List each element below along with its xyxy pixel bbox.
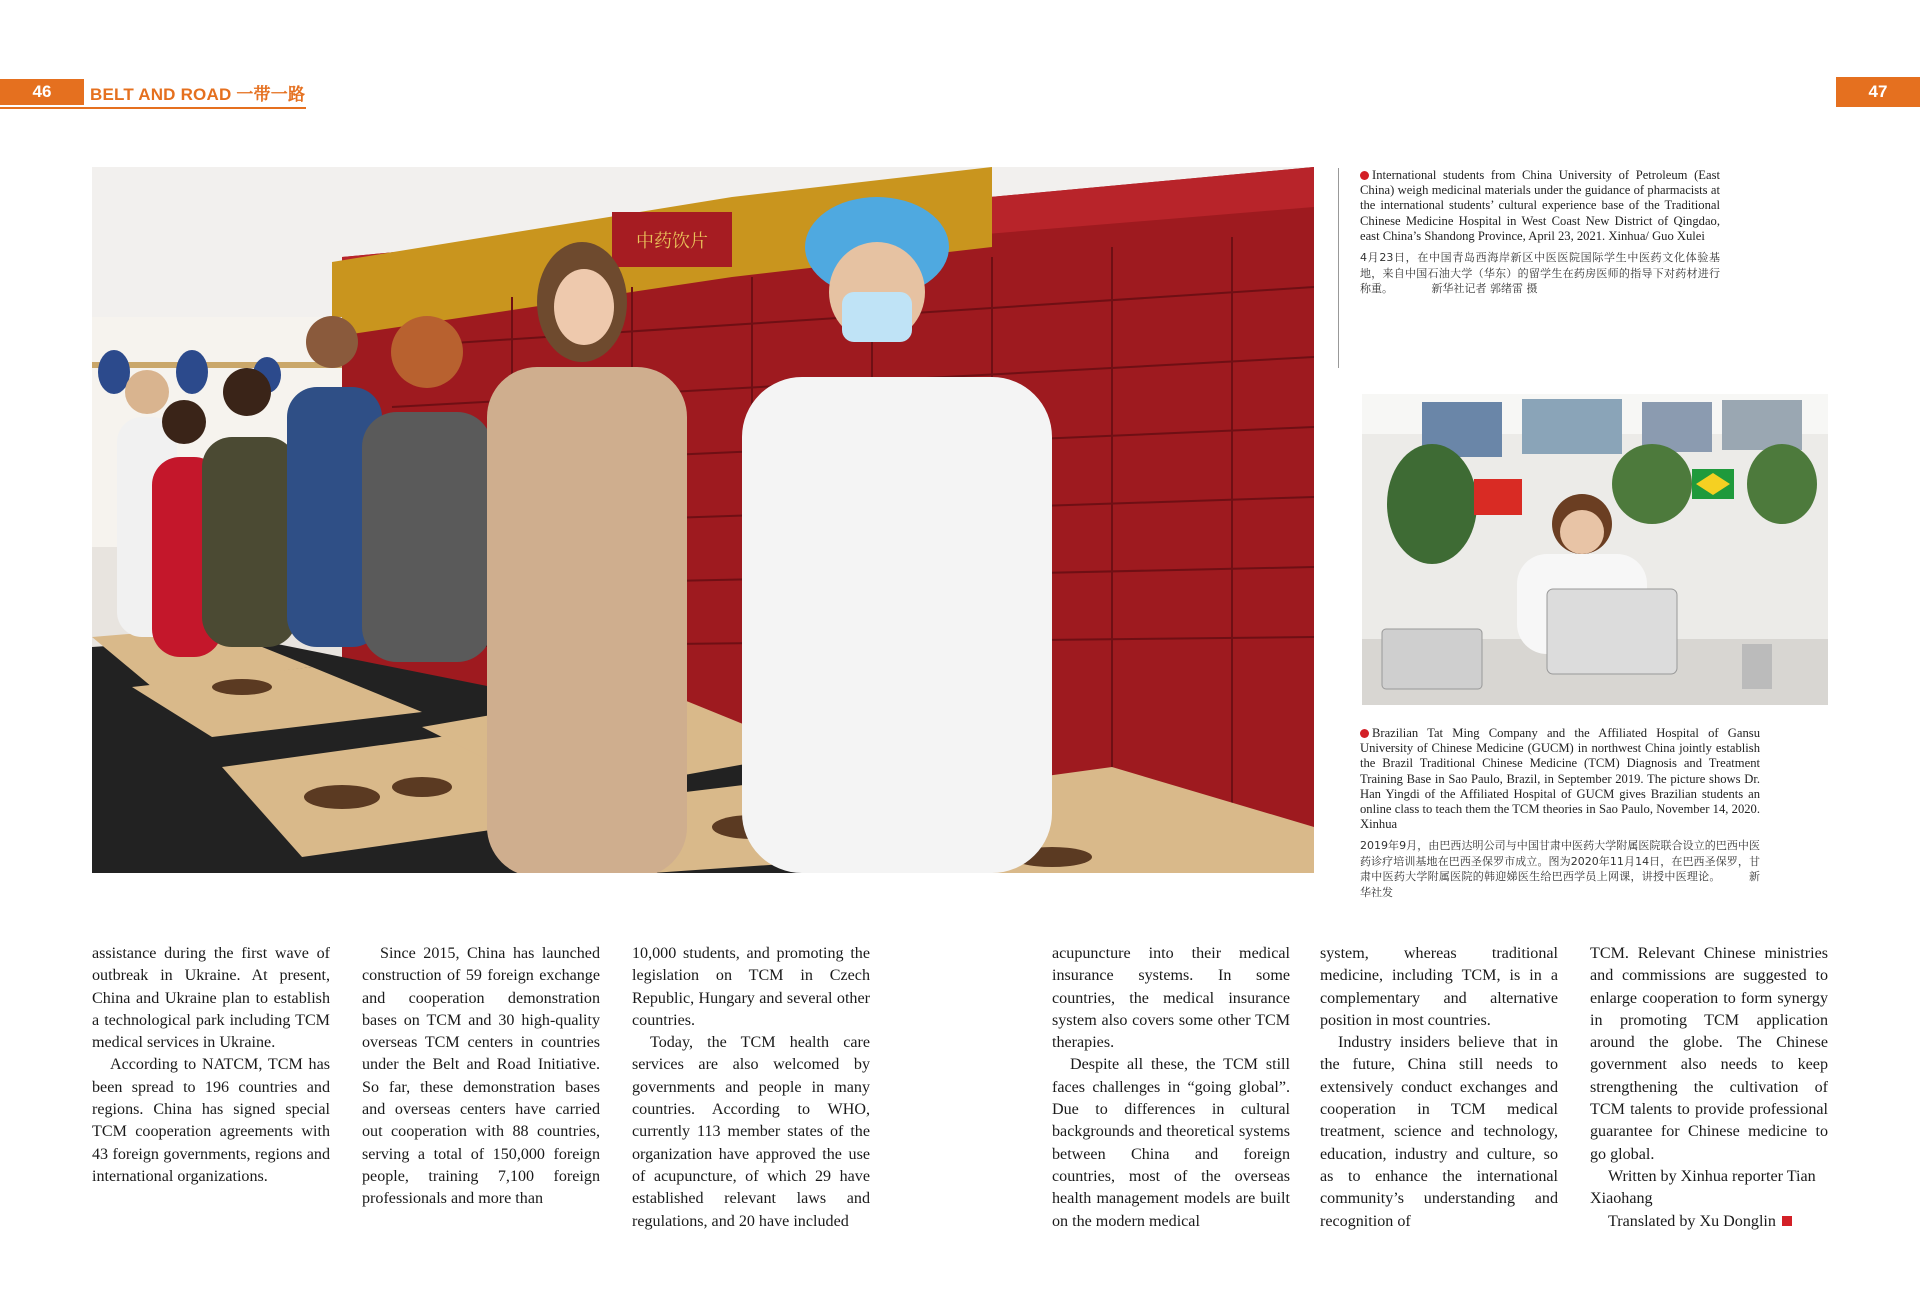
byline-translator <box>1590 1211 1828 1233</box>
right-page-number: 47 <box>1836 77 1920 107</box>
caption-bottom-zh: 2019年9月，由巴西达明公司与中国甘肃中医药大学附属医院联合设立的巴西中医药诊疗培训基地在巴西圣保罗市成立。图为2020年11月14日，在巴西圣保罗，甘肃中医药大学附属医院的韩迎娣医生给巴西学员上网课，讲授中医理论。 新华社发 <box>1360 839 1760 899</box>
caption-top-en: International students from China University of Petroleum (East China) weigh medicinal materials under the guidance of pharmacists at the international students’ cultural experience base of the Traditional Chinese Medicine Hospital in West Coast New District of Qingdao, east China’s Shandong Province, April 23, 2021. Xinhua/ Guo Xulei <box>1360 168 1720 243</box>
side-photo-online-class <box>1362 394 1828 705</box>
left-page-number: 46 <box>0 79 84 105</box>
article-column-1 <box>92 943 330 1188</box>
paragraph: 10,000 students, and promoting the legislation on TCM in Czech Republic, Hungary and several other countries. <box>632 945 870 1029</box>
caption-top-zh: 4月23日，在中国青岛西海岸新区中医医院国际学生中医药文化体验基地，来自中国石油大学（华东）的留学生在药房医师的指导下对药材进行称重。 新华社记者 郭绪雷 摄 <box>1360 251 1720 296</box>
end-mark-icon <box>1782 1216 1792 1226</box>
article-column-2 <box>362 943 600 1211</box>
article-column-4 <box>1052 943 1290 1233</box>
caption-bottom <box>1360 726 1760 900</box>
paragraph: According to NATCM, TCM has been spread to 196 countries and regions. China has signed special TCM cooperation agreements with 43 foreign governments, regions and international organizations. <box>92 1056 330 1185</box>
paragraph: acupuncture into their medical insurance systems. In some countries, the medical insurance system also covers some other TCM therapies. <box>1052 945 1290 1052</box>
sign-text: 中药饮片 <box>636 231 708 252</box>
left-page-header <box>0 77 306 109</box>
paragraph: Today, the TCM health care services are also welcomed by governments and people in many countries. According to WHO, currently 113 member states of the organization have approved the use of acupuncture, of which 29 have established relevant laws and regulations, and 20 have included <box>632 1034 870 1230</box>
section-title: BELT AND ROAD 一带一路 <box>90 84 306 104</box>
paragraph: Since 2015, China has launched construction of 59 foreign exchange and cooperation demonstration bases on TCM and 30 high-quality overseas TCM centers in countries under the Belt and Road Initiative. So far, these demonstration bases and overseas centers have carried out cooperation with 88 countries, serving a total of 150,000 foreign people, training 7,100 foreign professionals and more than <box>362 945 600 1208</box>
article-column-3 <box>632 943 870 1233</box>
paragraph: Industry insiders believe that in the future, China still needs to extensively conduct exchanges and cooperation in TCM medical treatment, science and technology, education, industry and culture, so as to enhance the international community’s understanding and recognition of <box>1320 1034 1558 1230</box>
caption-bottom-en: Brazilian Tat Ming Company and the Affiliated Hospital of Gansu University of Chinese Medicine (GUCM) in northwest China jointly establish the Brazil Traditional Chinese Medicine (TCM) Diagnosis and Treatment Training Base in Sao Paulo, Brazil, in September 2019. The picture shows Dr. Han Yingdi of the Affiliated Hospital of GUCM gives Brazilian students an online class to teach them the TCM theories in Sao Paulo, November 14, 2020. Xinhua <box>1360 726 1760 832</box>
main-photo-tcm-pharmacy <box>92 167 1314 873</box>
article-column-5 <box>1320 943 1558 1233</box>
byline-writer: Written by Xinhua reporter Tian Xiaohang <box>1590 1167 1816 1208</box>
paragraph: TCM. Relevant Chinese ministries and commissions are suggested to enlarge cooperation to form synergy in promoting TCM application around the globe. The Chinese government also needs to keep strengthening the cultivation of TCM talents to provide professional guarantee for Chinese medicine to go global. <box>1590 945 1828 1163</box>
paragraph: system, whereas traditional medicine, including TCM, is in a complementary and alternative position in most countries. <box>1320 945 1558 1029</box>
caption-top <box>1360 168 1720 297</box>
caption-divider <box>1338 168 1339 368</box>
byline-translator-text: Translated by Xu Donglin <box>1608 1212 1776 1230</box>
paragraph: assistance during the first wave of outbreak in Ukraine. At present, China and Ukraine plan to establish a technological park including TCM medical services in Ukraine. <box>92 945 330 1052</box>
paragraph: Despite all these, the TCM still faces challenges in “going global”. Due to differences in cultural backgrounds and theoretical systems between China and foreign countries, most of the overseas health management models are built on the modern medical <box>1052 1056 1290 1230</box>
article-column-6 <box>1590 943 1828 1233</box>
